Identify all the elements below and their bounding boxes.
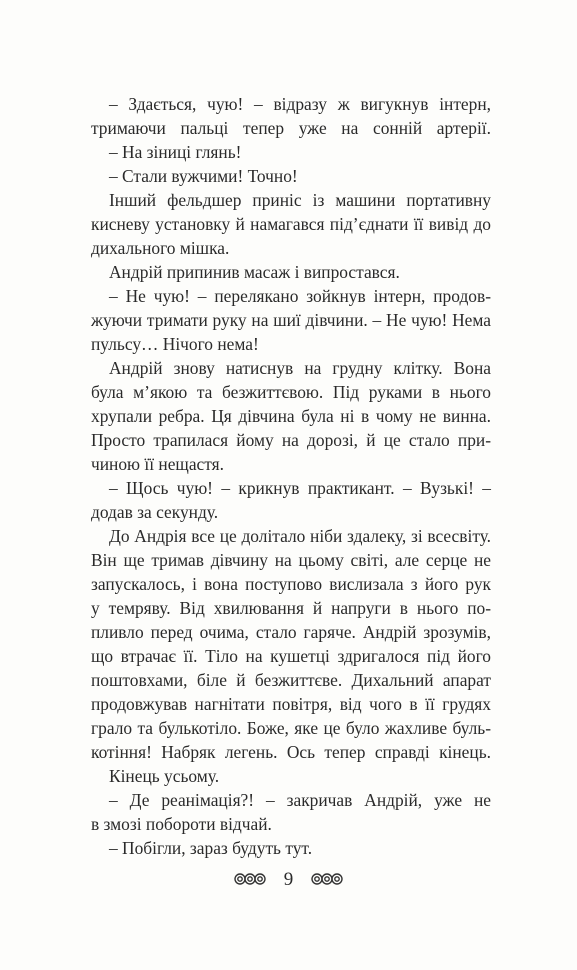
text-line: котіння! Набряк легень. Ось тепер справді кінець. [91,742,491,762]
text-line: запускалось, і вона поступово вислизала з його рук [91,574,491,594]
page-footer [0,866,577,892]
text-line: Просто трапилася йому на дорозі, й це стало при- [91,430,491,450]
text-line: – Не чую! – перелякано зойкнув інтерн, продов- [109,286,491,306]
text-line: в змозі побороти відчай. [91,814,272,834]
text-line: тримаючи пальці тепер уже на сонній артерії. [91,118,491,138]
text-line: дихального мішка. [91,238,230,258]
text-line: кисневу установку й намагався під’єднати її вивід до [91,214,491,234]
text-line: додав за секунду. [91,502,219,522]
text-line: пливло перед очима, стало гаряче. Андрій зрозумів, [91,622,491,642]
text-line: – Де реанімація?! – закричав Андрій, уже не [109,790,491,810]
swirl-ornament-icon [233,868,267,892]
text-line: Андрій припинив масаж і випростався. [109,262,400,282]
text-line: чиною її нещастя. [91,454,224,474]
text-line: жуючи тримати руку на шиї дівчини. – Не чую! Нема [91,310,491,330]
text-line: Інший фельдшер приніс із машини портативну [109,190,491,210]
text-line: Кінець усьому. [109,766,220,786]
text-line: – Побігли, зараз будуть тут. [109,838,313,858]
swirl-ornament-icon [310,868,344,892]
text-line: пульсу… Нічого нема! [91,334,259,354]
text-line: – На зіниці глянь! [109,142,242,162]
text-line: До Андрія все це долітало ніби здалеку, зі всесвіту. [109,526,491,546]
text-line: продовжував нагнітати повітря, від чого в її грудях [91,694,491,714]
text-line: що втрачає її. Тіло на кушетці здригалося під його [91,646,491,666]
text-line: Він ще тримав дівчину на цьому світі, але серце не [91,550,491,570]
text-line: – Стали вужчими! Точно! [109,166,298,186]
text-line: поштовхами, біле й безжиттєве. Дихальний апарат [91,670,491,690]
text-line: Андрій знову натиснув на грудну клітку. Вона [109,358,491,378]
text-line: хрупали ребра. Ця дівчина була ні в чому не винна. [91,406,491,426]
page-number: 9 [283,868,294,890]
text-line: – Здається, чую! – відразу ж вигукнув інтерн, [109,94,491,114]
text-line: грало та булькотіло. Боже, яке це було жахливе буль- [91,718,491,738]
text-line: – Щось чую! – крикнув практикант. – Вузькі! – [109,478,491,498]
text-line: була м’якою та безжиттєвою. Під руками в нього [91,382,491,402]
text-line: у темряву. Від хвилювання й напруги в нього по- [91,598,491,618]
